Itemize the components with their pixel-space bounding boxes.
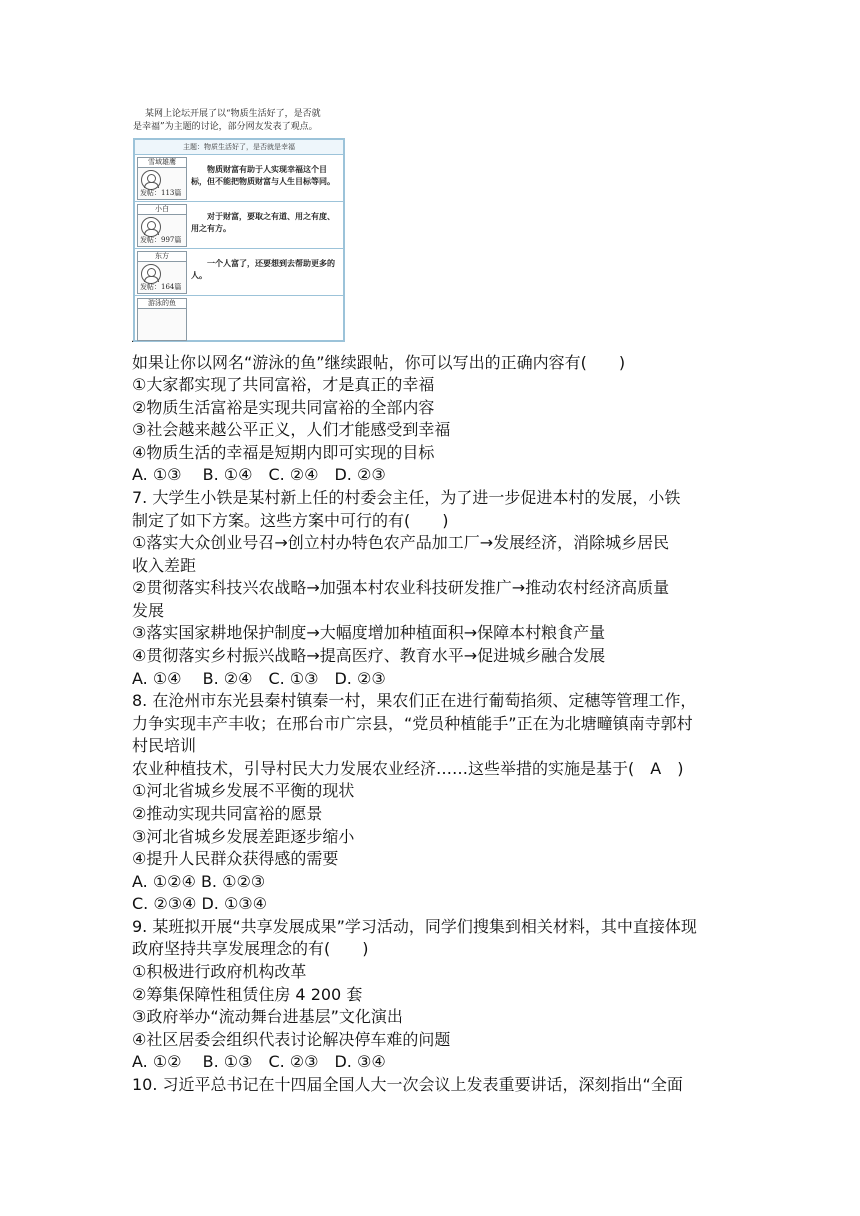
question-text-line: 政府坚持共享发展理念的有( ) <box>132 939 369 958</box>
option-line: ④提升人民群众获得感的需要 <box>132 849 339 868</box>
user-cell <box>137 157 187 200</box>
post-text: 物质财富有助于人实现幸福这个目标，但不能把物质财富与人生目标等同。 <box>191 164 335 186</box>
question-text-line: 制定了如下方案。这些方案中可行的有( ) <box>132 511 449 530</box>
option-line: ④贯彻落实乡村振兴战略→提高医疗、教育水平→促进城乡融合发展 <box>132 646 606 665</box>
question-text-line: 农业种植技术，引导村民大力发展农业经济……这些举措的实施是基于( A ) <box>132 759 684 778</box>
avatar-icon <box>141 217 161 237</box>
user-cell <box>137 298 187 341</box>
username: 东方 <box>138 252 186 262</box>
option-line: 发展 <box>132 601 165 620</box>
user-cell <box>137 251 187 294</box>
forum-post <box>135 249 343 296</box>
option-line: ②推动实现共同富裕的愿景 <box>132 804 323 823</box>
forum-post <box>135 296 343 341</box>
option-line: ①大家都实现了共同富裕，才是真正的幸福 <box>132 375 435 394</box>
figure-caption-line: 是幸福”为主题的讨论，部分网友发表了观点。 <box>133 122 318 132</box>
option-line: 收入差距 <box>132 556 197 575</box>
avatar-icon <box>141 264 161 284</box>
question-text-line: 力争实现丰产丰收；在邢台市广宗县，“党员种植能手”正在为北塘疃镇南寺郭村 <box>132 714 693 733</box>
forum-table <box>133 138 345 342</box>
forum-figure <box>133 108 345 340</box>
option-line: ②物质生活富裕是实现共同富裕的全部内容 <box>132 398 435 417</box>
question-text-line: 村民培训 <box>132 736 197 755</box>
answer-choices: A. ①④ B. ②④ C. ①③ D. ②③ <box>132 669 386 688</box>
forum-post <box>135 155 343 202</box>
post-count: 发帖：164篇 <box>140 283 182 291</box>
option-line: ③政府举办“流动舞台进基层”文化演出 <box>132 1007 403 1026</box>
question-text-line: 8. 在沧州市东光县秦村镇秦一村，果农们正在进行葡萄掐须、定穗等管理工作， <box>132 691 697 710</box>
figure-caption <box>133 108 345 134</box>
option-line: ①积极进行政府机构改革 <box>132 962 307 981</box>
avatar-icon <box>141 170 161 190</box>
forum-post <box>135 202 343 249</box>
answer-choices: A. ①③ B. ①④ C. ②④ D. ②③ <box>132 465 386 484</box>
option-line: ④物质生活的幸福是短期内即可实现的目标 <box>132 443 435 462</box>
username: 游泳的鱼 <box>138 299 186 309</box>
username: 小白 <box>138 205 186 215</box>
post-text: 一个人富了，还要想到去帮助更多的人。 <box>191 258 335 280</box>
question-text-line: 如果让你以网名“游泳的鱼”继续跟帖，你可以写出的正确内容有( ) <box>132 353 626 372</box>
user-cell <box>137 204 187 247</box>
username: 雪域雄鹰 <box>138 158 186 168</box>
option-line: ④社区居委会组织代表讨论解决停车难的问题 <box>132 1030 451 1049</box>
question-text-line: 7. 大学生小铁是某村新上任的村委会主任，为了进一步促进本村的发展，小铁 <box>132 488 681 507</box>
post-count: 发帖：997篇 <box>140 236 182 244</box>
figure-caption-line: 某网上论坛开展了以“物质生活好了，是否就 <box>145 109 321 119</box>
answer-choices: A. ①②④ B. ①②③ <box>132 872 266 891</box>
option-line: ③河北省城乡发展差距逐步缩小 <box>132 827 355 846</box>
forum-topic-header: 主题：物质生活好了，是否就是幸福 <box>135 140 343 155</box>
answer-choices: C. ②③④ D. ①③④ <box>132 894 267 913</box>
option-line: ②筹集保障性租赁住房 4 200 套 <box>132 985 363 1004</box>
option-line: ①河北省城乡发展不平衡的现状 <box>132 781 355 800</box>
option-line: ③落实国家耕地保护制度→大幅度增加种植面积→保障本村粮食产量 <box>132 623 606 642</box>
question-text-line: 9. 某班拟开展“共享发展成果”学习活动，同学们搜集到相关材料，其中直接体现 <box>132 917 697 936</box>
post-count: 发帖：113篇 <box>140 189 182 197</box>
option-line: ②贯彻落实科技兴农战略→加强本村农业科技研发推广→推动农村经济高质量 <box>132 578 670 597</box>
answer-choices: A. ①② B. ①③ C. ②③ D. ③④ <box>132 1052 386 1071</box>
option-line: ①落实大众创业号召→创立村办特色农产品加工厂→发展经济，消除城乡居民 <box>132 533 670 552</box>
figure-dot: . <box>131 334 135 345</box>
option-line: ③社会越来越公平正义，人们才能感受到幸福 <box>132 420 451 439</box>
post-text: 对于财富，要取之有道、用之有度、用之有方。 <box>191 211 335 233</box>
question-text-line: 10. 习近平总书记在十四届全国人大一次会议上发表重要讲话，深刻指出“全面 <box>132 1075 683 1094</box>
